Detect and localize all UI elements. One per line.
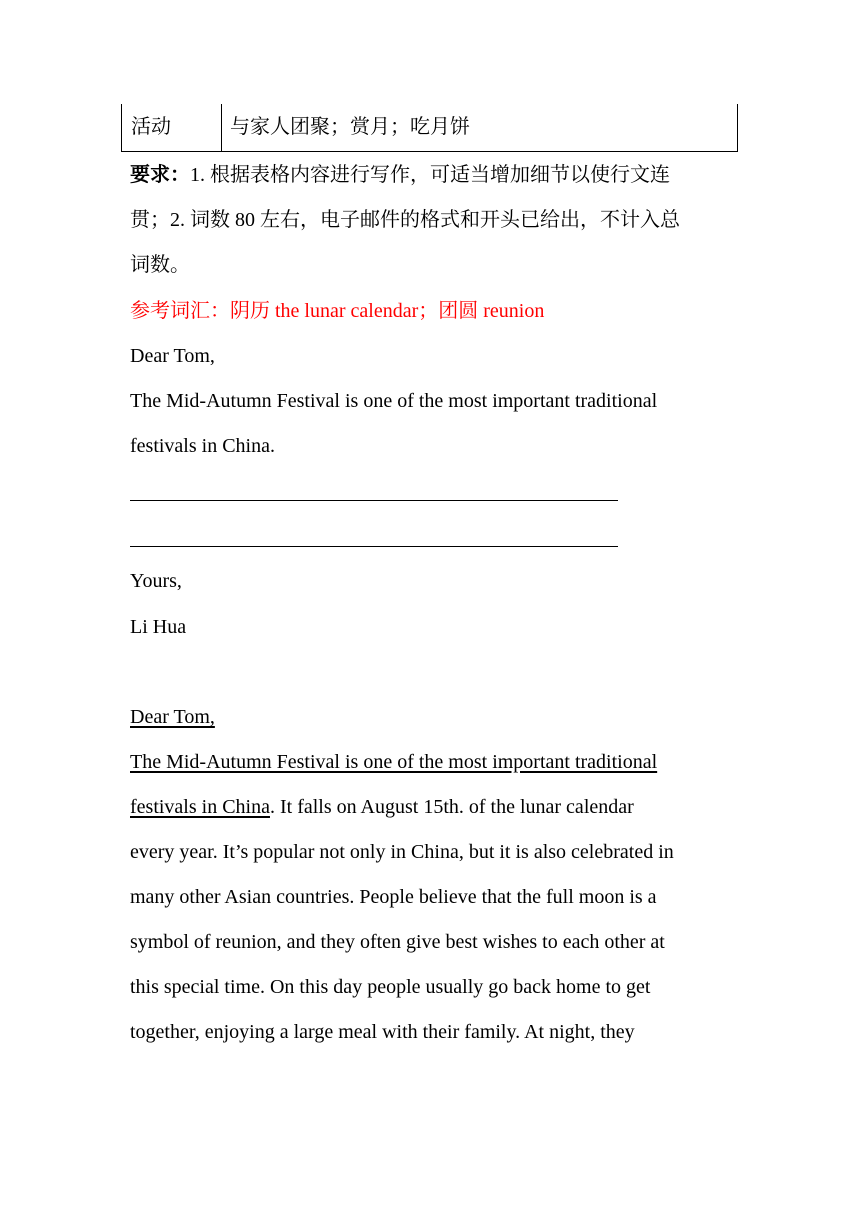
table-cell-label: 活动 (131, 116, 171, 138)
prompt-greeting: Dear Tom, (130, 345, 215, 367)
answer-blank-line-2 (130, 546, 618, 547)
reference-vocabulary: 参考词汇：阴历 the lunar calendar；团圆 reunion (130, 300, 545, 322)
table-cell-value: 与家人团聚；赏月；吃月饼 (230, 116, 470, 138)
answer-line-2 (130, 793, 634, 821)
answer-line-2-underlined: festivals in China (130, 796, 270, 818)
answer-line-1: The Mid-Autumn Festival is one of the most important traditional (130, 751, 658, 773)
prompt-line-2: festivals in China. (130, 435, 275, 457)
answer-line-6: this special time. On this day people usually go back home to get (130, 976, 651, 998)
answer-line-2-rest: . It falls on August 15th. of the lunar calendar (269, 796, 634, 818)
answer-line-7: together, enjoying a large meal with their family. At night, they (130, 1021, 635, 1043)
answer-line-5: symbol of reunion, and they often give best wishes to each other at (130, 931, 665, 953)
activity-table-row (121, 104, 738, 152)
requirements-label: 要求： (130, 164, 190, 186)
table-column-divider (221, 104, 222, 151)
requirements-line-1 (130, 161, 670, 189)
prompt-signature: Li Hua (130, 616, 187, 638)
requirements-line-3: 词数。 (130, 254, 190, 276)
answer-greeting: Dear Tom, (130, 706, 215, 728)
answer-line-3: every year. It’s popular not only in China, but it is also celebrated in (130, 841, 674, 863)
answer-line-4: many other Asian countries. People believe that the full moon is a (130, 886, 657, 908)
prompt-closing: Yours, (130, 570, 182, 592)
requirements-line-2: 贯；2. 词数 80 左右，电子邮件的格式和开头已给出，不计入总 (130, 209, 680, 231)
prompt-line-1: The Mid-Autumn Festival is one of the most important traditional (130, 390, 658, 412)
answer-blank-line-1 (130, 500, 618, 501)
requirements-text-1: 1. 根据表格内容进行写作，可适当增加细节以使行文连 (190, 164, 670, 186)
